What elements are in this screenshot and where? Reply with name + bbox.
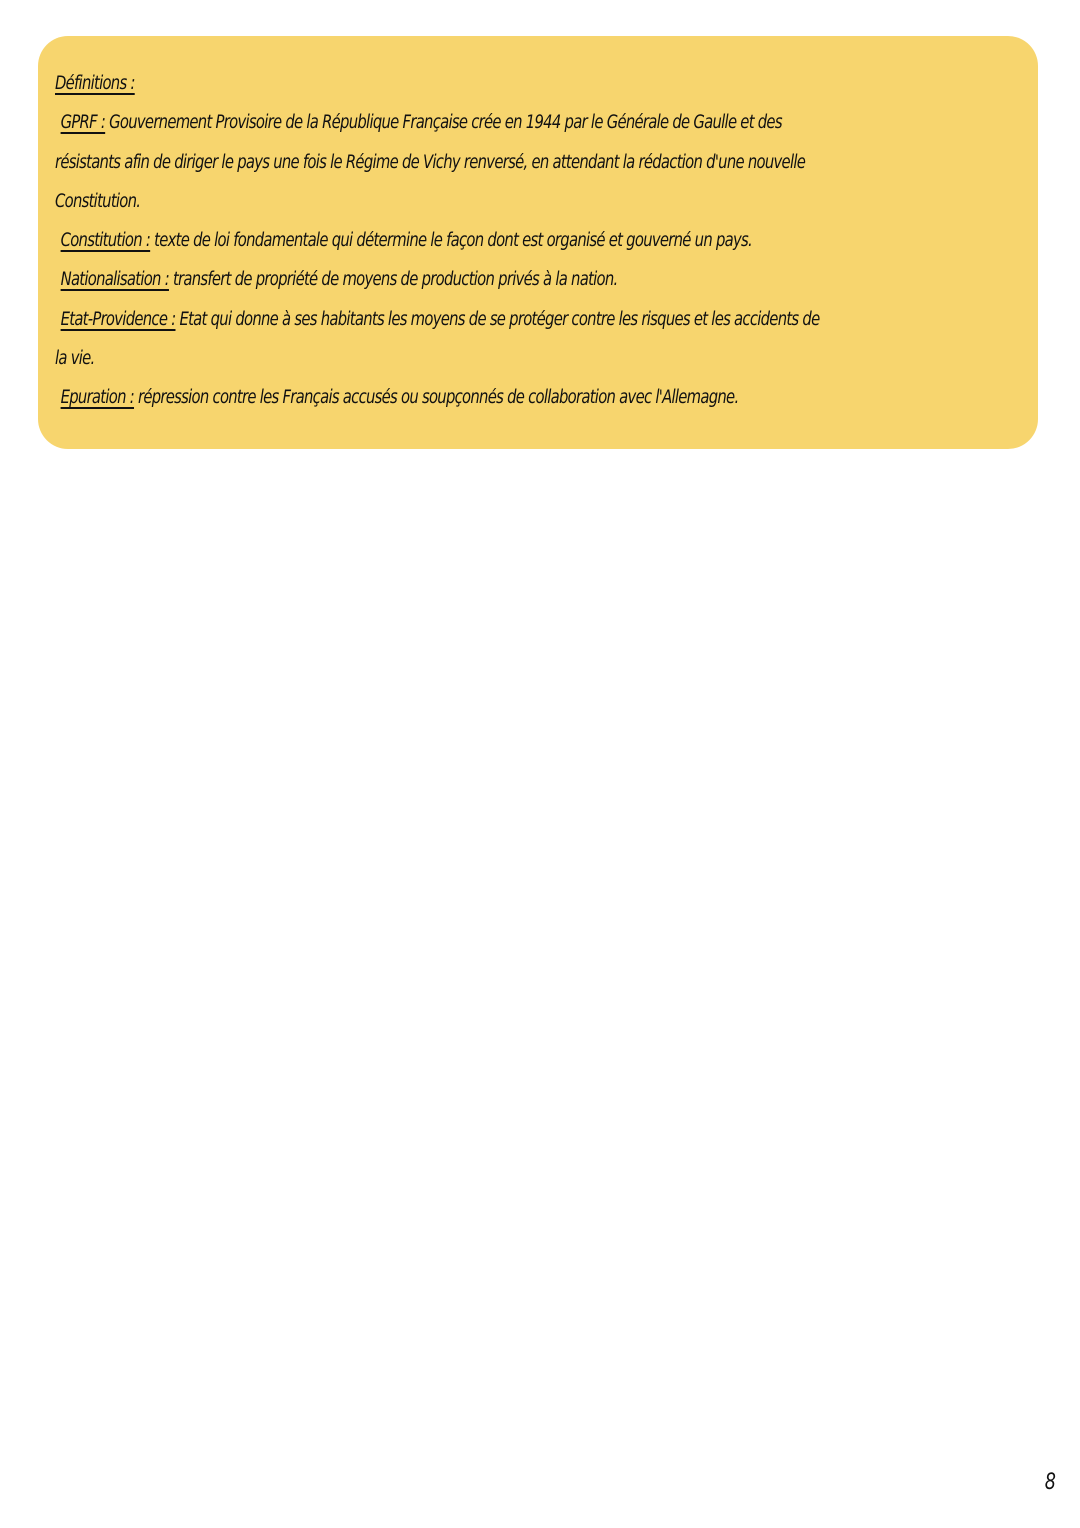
term-nationalisation: Nationalisation : (60, 269, 169, 291)
definition-gprf-continued-2 (55, 182, 824, 221)
definition-constitution-text: texte de loi fondamentale qui détermine le façon dont est organisé et gouverné un pays. (150, 230, 753, 252)
term-gprf: GPRF : (60, 112, 106, 134)
definition-gprf-text-1: Gouvernement Provisoire de la République Française crée en 1944 par le Générale de Gaulle et des (105, 112, 782, 134)
definitions-heading-line (55, 64, 824, 103)
definition-gprf-continued (55, 143, 824, 182)
definition-etat-providence (55, 300, 824, 339)
term-etat-providence: Etat-Providence : (60, 308, 176, 330)
definition-epuration (55, 378, 824, 417)
definition-nationalisation-text: transfert de propriété de moyens de production privés à la nation. (168, 269, 618, 291)
definition-constitution (55, 221, 824, 260)
definition-gprf-text-2: résistants afin de diriger le pays une fois le Régime de Vichy renversé, en attendant la rédaction d'une nouvelle (55, 151, 806, 173)
page-number: 8 (1044, 1470, 1056, 1495)
definitions-heading: Définitions : (55, 73, 135, 94)
term-constitution: Constitution : (60, 230, 151, 252)
term-epuration: Epuration : (60, 387, 135, 409)
definition-nationalisation (55, 260, 824, 299)
definition-etat-providence-continued (55, 339, 824, 378)
definition-gprf (55, 103, 824, 142)
definitions-box (38, 36, 1038, 449)
definition-etat-providence-text-2: la vie. (55, 348, 95, 370)
definition-gprf-text-3: Constitution. (55, 190, 141, 212)
definition-etat-providence-text-1: Etat qui donne à ses habitants les moyens de se protéger contre les risques et les accidents de (175, 308, 820, 330)
definition-epuration-text: répression contre les Français accusés ou soupçonnés de collaboration avec l'Allemagne. (134, 387, 739, 409)
